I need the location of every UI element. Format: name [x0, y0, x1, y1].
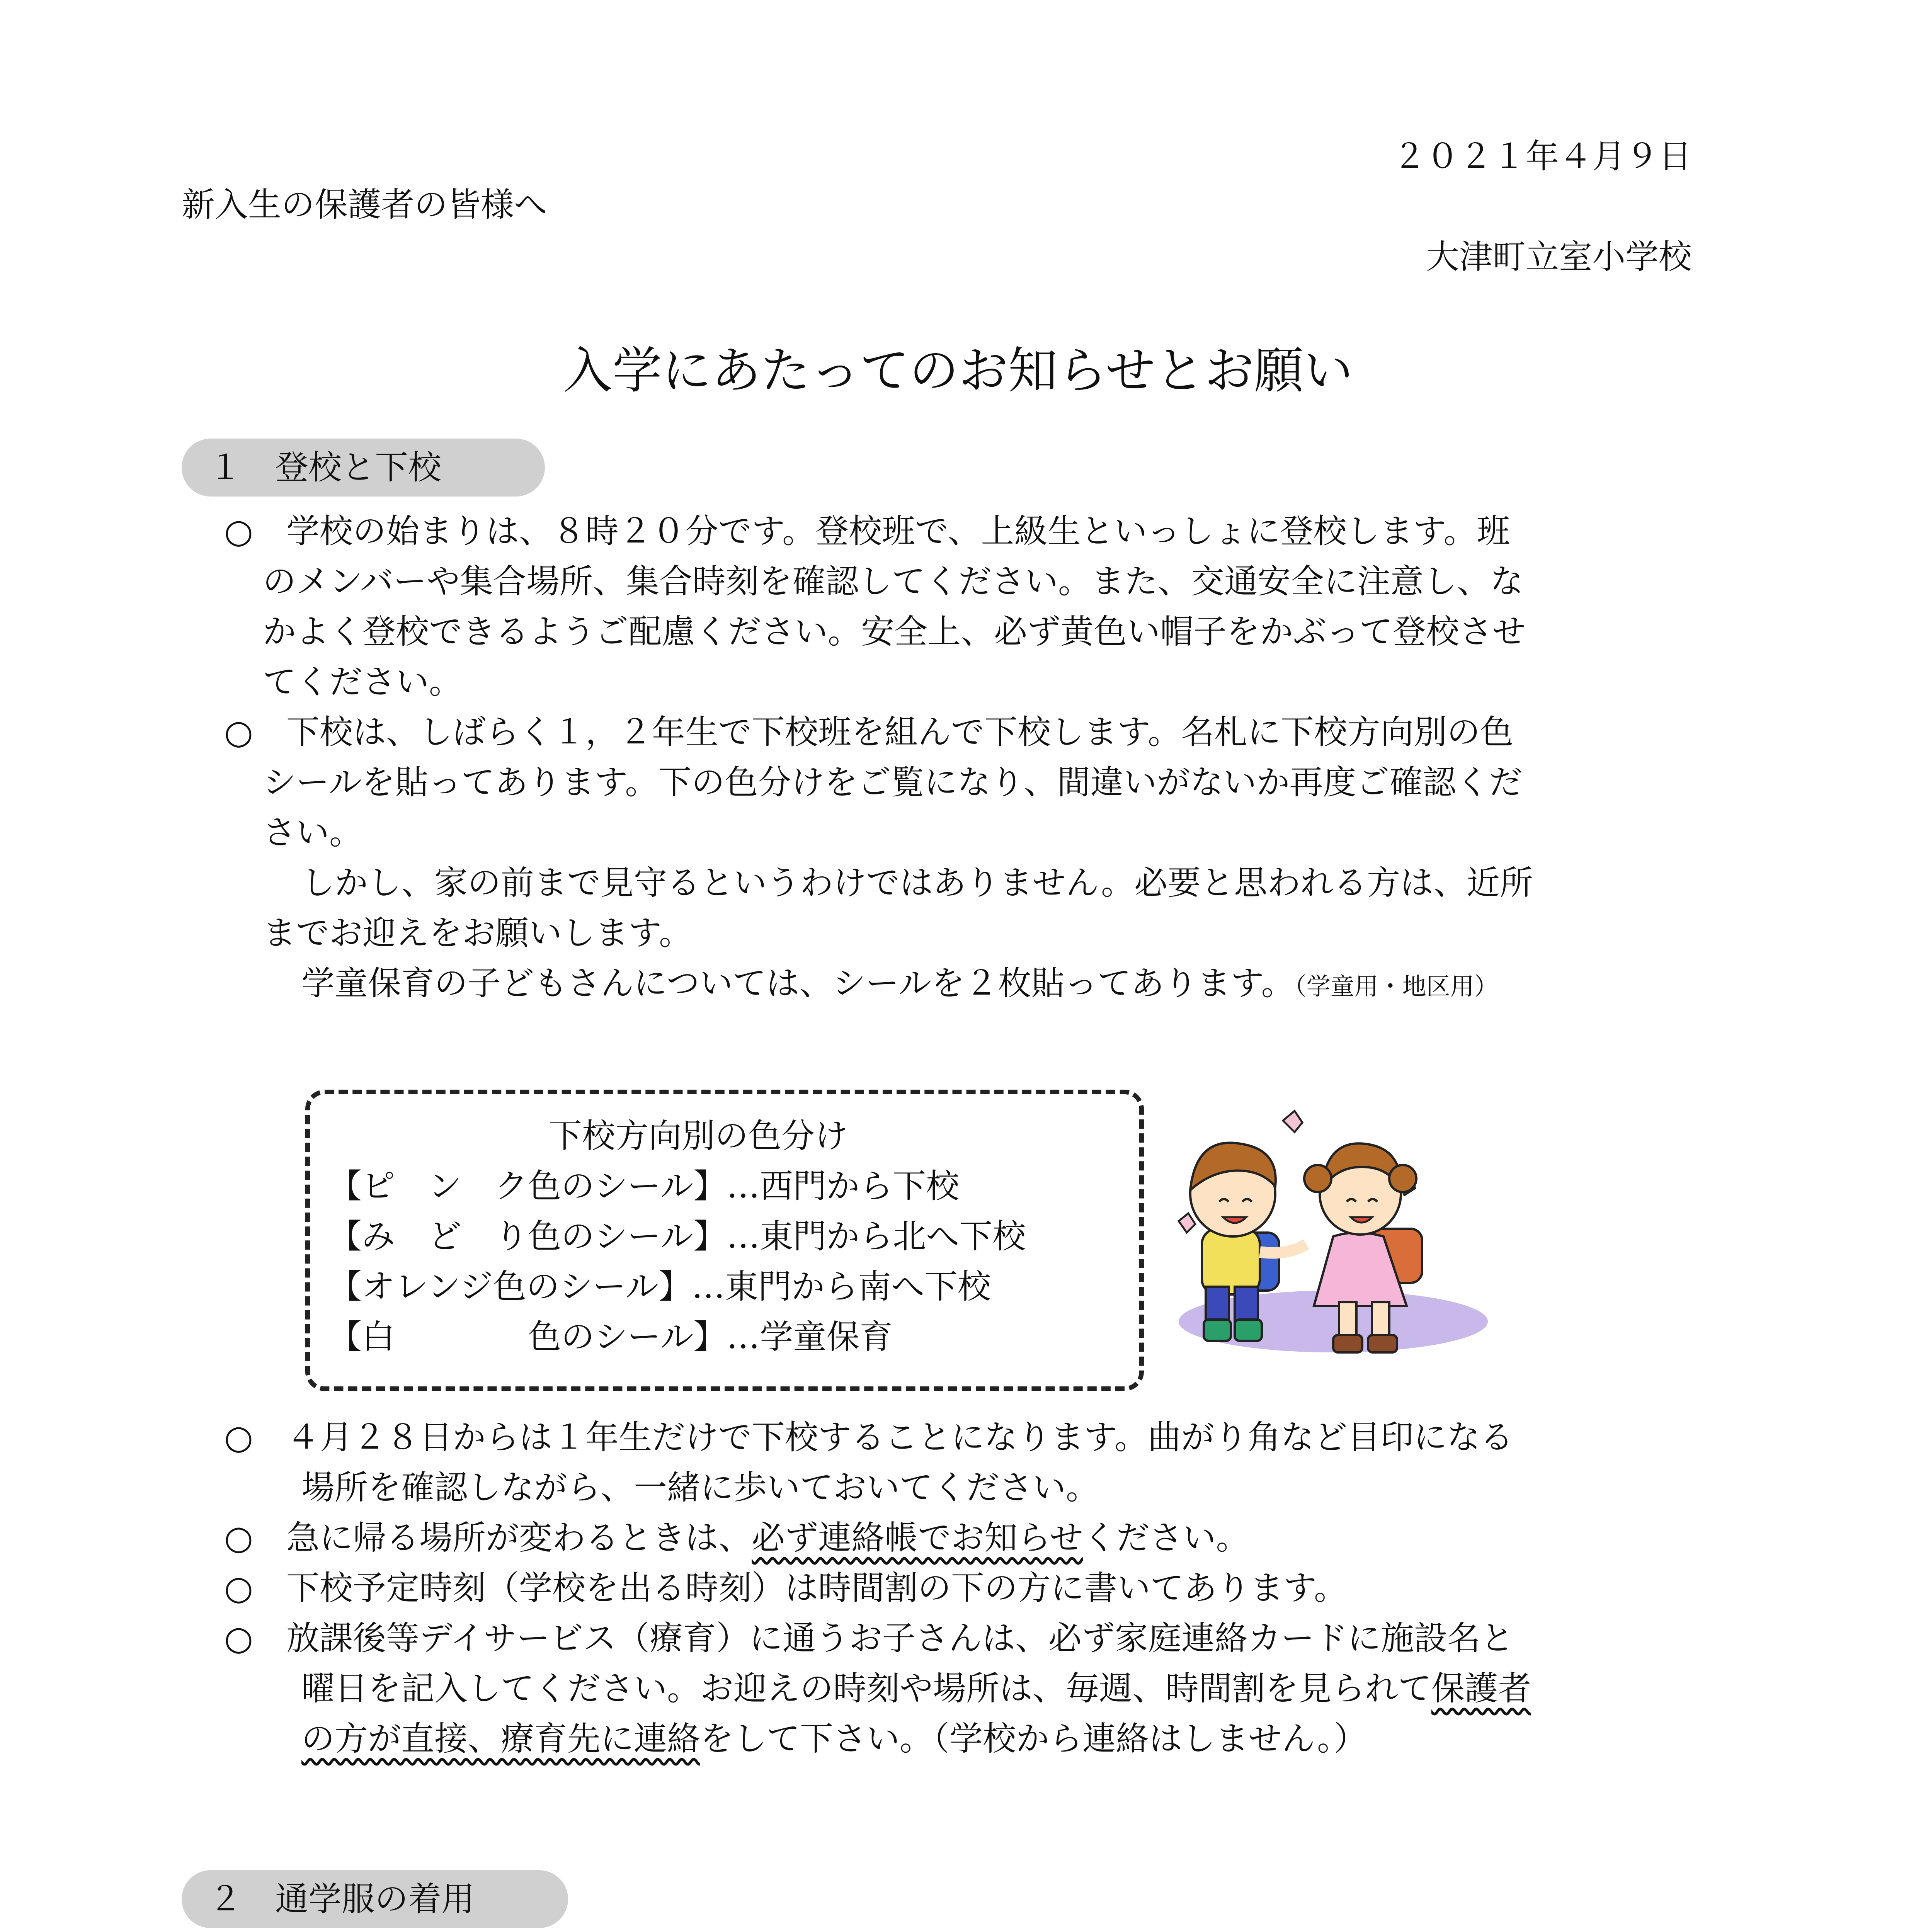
paragraph-line: てください。	[263, 663, 462, 701]
color-legend-row: 【白 色のシール】…学童保育	[328, 1318, 893, 1356]
after-school-care-text: 学童保育の子どもさんについては、シールを２枚貼ってあります。	[301, 964, 1295, 1003]
paragraph-line: ○ 下校は、しばらく１，２年生で下校班を組んで下校します。名札に下校方向別の色	[224, 713, 1514, 752]
emphasis-underline: の方が直接、療育先に連絡	[301, 1719, 700, 1758]
paragraph-line: さい。	[263, 813, 362, 852]
color-legend-row: 【み ど り色のシール】…東門から北へ下校	[328, 1217, 1026, 1256]
children-walking-illustration	[1152, 1105, 1507, 1383]
paragraph-line: かよく登校できるようご配慮ください。安全上、必ず黄色い帽子をかぶって登校させ	[263, 612, 1526, 651]
section-1-heading: １ 登校と下校	[182, 439, 545, 497]
bullet-day-service-cont	[301, 1663, 1531, 1714]
bullet-contact-notebook	[224, 1513, 1249, 1563]
text-span: ください。	[1083, 1519, 1249, 1557]
section-2-heading: ２ 通学服の着用	[182, 1870, 568, 1928]
bullet-first-graders: ○ ４月２８日からは１年生だけで下校することになります。曲がり角など目印になる	[224, 1418, 1514, 1457]
color-legend-title: 下校方向別の色分け	[549, 1117, 848, 1155]
paragraph-line: ○ 学校の始まりは、８時２０分です。登校班で、上級生といっしょに登校します。班	[224, 512, 1510, 551]
bullet-first-graders-cont: 場所を確認しながら、一緒に歩いておいてください。	[301, 1468, 1099, 1507]
paragraph-line: シールを貼ってあります。下の色分けをご覧になり、間違いがないか再度ご確認くだ	[263, 763, 1523, 802]
text-span: をして下さい。（学校から連絡はしません。）	[700, 1719, 1367, 1758]
bullet-day-service: ○ 放課後等デイサービス（療育）に通うお子さんは、必ず家庭連絡カードに施設名と	[224, 1619, 1514, 1658]
text-span: 曜日を記入してください。お迎えの時刻や場所は、毎週、時間割を見られて	[301, 1669, 1431, 1708]
text-span: ○ 急に帰る場所が変わるときは、	[224, 1519, 752, 1557]
color-legend-row: 【オレンジ色のシール】…東門から南へ下校	[328, 1267, 991, 1306]
recipient: 新入生の保護者の皆様へ	[182, 185, 547, 224]
paragraph-line: しかし、家の前まで見守るというわけではありません。必要と思われる方は、近所	[301, 864, 1533, 902]
school-name: 大津町立室小学校	[1426, 238, 1692, 276]
color-legend-row: 【ピ ン ク色のシール】…西門から下校	[328, 1167, 960, 1206]
bullet-day-service-cont	[301, 1714, 1367, 1764]
date: ２０２１年４月９日	[1393, 137, 1692, 176]
page-title: 入学にあたってのお知らせとお願い	[563, 342, 1353, 400]
emphasis-underline: 必ず連絡帳でお知らせ	[752, 1519, 1083, 1557]
paragraph-line: のメンバーや集合場所、集合時刻を確認してください。また、交通安全に注意し、な	[263, 562, 1523, 601]
after-school-care-note: （学童用・地区用）	[1294, 972, 1498, 1000]
paragraph-line	[301, 958, 1498, 1012]
bullet-dismissal-time: ○ 下校予定時刻（学校を出る時刻）は時間割の下の方に書いてあります。	[224, 1569, 1348, 1607]
emphasis-underline: 保護者	[1431, 1669, 1531, 1708]
paragraph-line: までお迎えをお願いします。	[263, 914, 693, 952]
